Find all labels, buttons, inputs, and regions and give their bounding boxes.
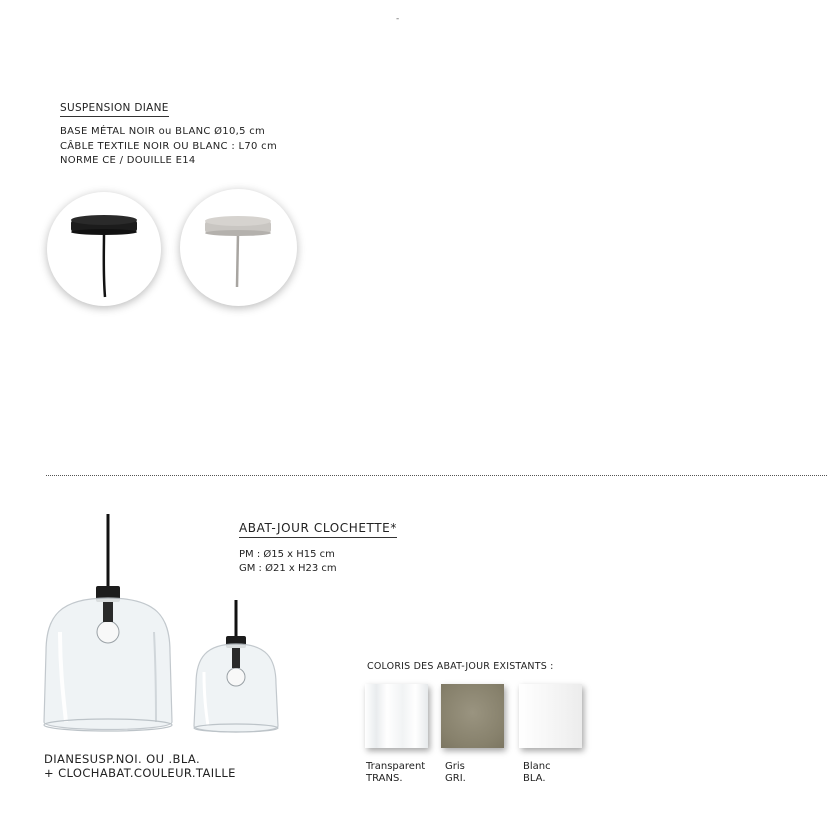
swatch-transparent: [365, 684, 428, 748]
dim-gm: GM : Ø21 x H23 cm: [239, 562, 337, 574]
white-base-thumbnail: [180, 189, 297, 306]
spec-cable: CÂBLE TEXTILE NOIR OU BLANC : L70 cm: [60, 140, 277, 152]
swatch-label-transparent: [366, 761, 425, 785]
swatch-gris: [441, 684, 504, 748]
reference-line-2: + CLOCHABAT.COULEUR.TAILLE: [44, 766, 236, 780]
page-mark: -: [396, 14, 400, 24]
swatch-name: Transparent: [366, 761, 426, 772]
swatch-name: Blanc: [523, 761, 551, 772]
colors-title: COLORIS DES ABAT-JOUR EXISTANTS :: [367, 661, 554, 672]
black-base-thumbnail: [47, 192, 161, 306]
suspension-title: SUSPENSION DIANE: [60, 102, 169, 117]
shade-title: ABAT-JOUR CLOCHETTE*: [239, 521, 397, 538]
section-divider: [46, 475, 827, 476]
clochette-lamps-icon: [36, 512, 286, 742]
swatch-label-blanc: [523, 761, 551, 785]
spec-norm: NORME CE / DOUILLE E14: [60, 155, 196, 166]
black-base-icon: [47, 192, 161, 306]
swatch-code: BLA.: [523, 773, 546, 784]
suspension-specs: [60, 125, 277, 169]
swatch-label-gris: [445, 761, 466, 785]
swatch-code: TRANS.: [366, 773, 403, 784]
reference-line-1: DIANESUSP.NOI. OU .BLA.: [44, 752, 201, 766]
swatch-code: GRI.: [445, 773, 466, 784]
swatch-name: Gris: [445, 761, 465, 772]
white-base-icon: [180, 189, 297, 306]
swatch-blanc: [519, 684, 582, 748]
dim-pm: PM : Ø15 x H15 cm: [239, 549, 335, 560]
product-reference: [44, 752, 236, 780]
spec-base: BASE MÉTAL NOIR ou BLANC Ø10,5 cm: [60, 126, 266, 137]
shade-dimensions: [239, 548, 337, 575]
